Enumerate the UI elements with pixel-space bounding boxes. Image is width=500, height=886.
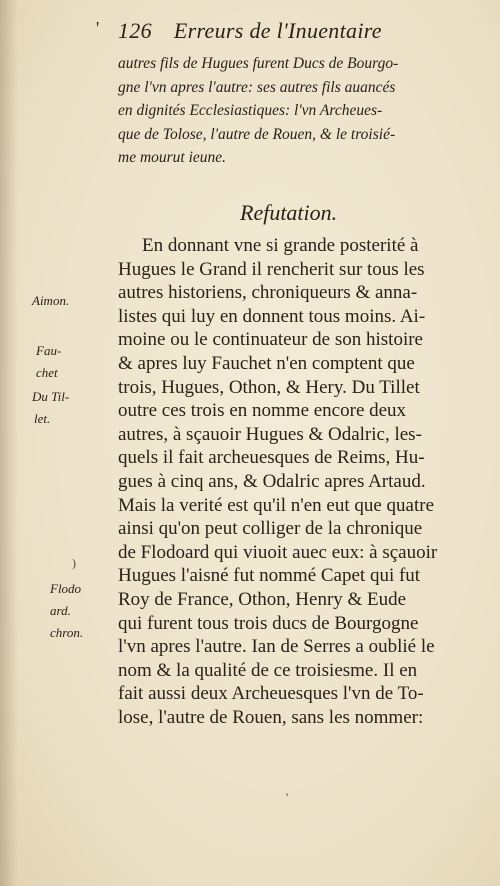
margin-note-flodoard: Flodo	[50, 581, 82, 596]
body-line: ainsi qu'on peut colliger de la chronique	[118, 518, 423, 540]
body-line: qui furent tous trois ducs de Bourgogne	[118, 612, 419, 634]
body-line: listes qui luy en donnent tous moins. Ai-	[118, 305, 426, 327]
stray-mark: )	[72, 556, 76, 570]
body-line: de Flodoard qui viuoit auec eux: à sçauoir	[118, 541, 438, 563]
body-line: nom & la qualité de ce troisiesme. Il en	[118, 659, 418, 681]
body-line: gues à cinq ans, & Odalric apres Artaud.	[118, 470, 426, 492]
body-line: quels il fait archeuesques de Reims, Hu-	[118, 447, 425, 469]
body-text	[118, 234, 480, 729]
body-line: En donnant vne si grande posterité à	[142, 235, 419, 256]
body-line: moine ou le continuateur de son histoire	[118, 329, 423, 351]
gutter-shadow	[0, 0, 18, 886]
body-line: & apres luy Fauchet n'en comptent que	[118, 352, 415, 374]
body-line: Roy de France, Othon, Henry & Eude	[118, 588, 407, 610]
italic-quotation	[118, 52, 478, 170]
quote-mark: '	[96, 18, 100, 38]
italic-line: gne l'vn apres l'autre: ses autres fils auancés	[118, 78, 396, 96]
section-heading: Refutation.	[240, 200, 338, 225]
body-line: autres historiens, chroniqueurs & anna-	[118, 282, 418, 304]
margin-note-dutillet: let.	[34, 411, 51, 426]
italic-line: autres fils de Hugues furent Ducs de Bourgo-	[118, 55, 399, 72]
body-line: Hugues l'aisné fut nommé Capet qui fut	[118, 565, 421, 587]
body-line: Hugues le Grand il rencherit sur tous les	[118, 258, 425, 280]
body-line: autres, à sçauoir Hugues & Odalric, les-	[118, 423, 422, 445]
margin-note-dutillet: Du Til-	[32, 389, 70, 404]
body-line: trois, Hugues, Othon, & Hery. Du Tillet	[118, 376, 420, 398]
body-line: fait aussi deux Archeuesques l'vn de To-	[118, 683, 424, 705]
italic-line: me mourut ieune.	[118, 149, 227, 166]
stray-mark: '	[286, 790, 289, 804]
margin-note-flodoard: ard.	[50, 603, 71, 618]
margin-note-aimon: Aimon.	[32, 293, 70, 308]
body-line: Mais la verité est qu'il n'en eut que quatre	[118, 494, 435, 516]
body-line: l'vn apres l'autre. Ian de Serres a oublié le	[118, 636, 435, 658]
italic-line: que de Tolose, l'autre de Rouen, & le troisié-	[118, 125, 396, 143]
italic-line: en dignités Ecclesiastiques: l'vn Archeues-	[118, 102, 383, 119]
page-number: 126	[118, 18, 152, 43]
margin-note-fauchet: Fau-	[36, 343, 62, 358]
body-line: outre ces trois en nomme encore deux	[118, 400, 407, 422]
running-header	[118, 18, 478, 44]
body-line: lose, l'autre de Rouen, sans les nommer:	[118, 706, 424, 728]
margin-note-fauchet: chet	[36, 365, 58, 380]
margin-note-flodoard: chron.	[50, 625, 84, 640]
running-title: Erreurs de l'Inuentaire	[173, 18, 382, 43]
